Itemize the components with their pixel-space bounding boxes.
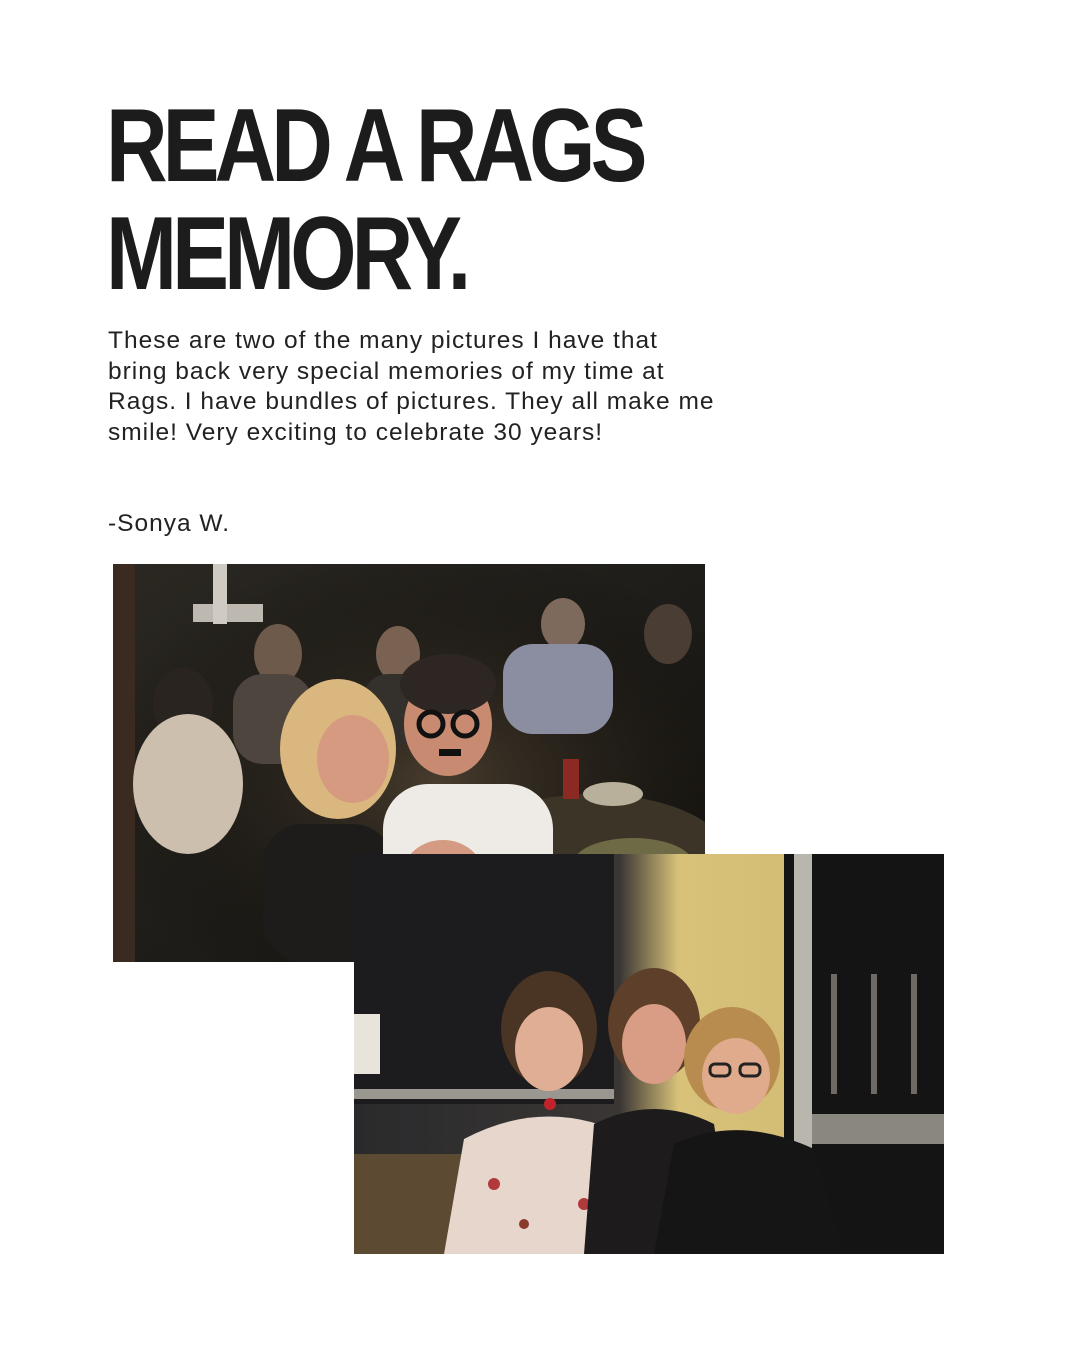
headline-line-1: READ A RAGS xyxy=(106,88,643,204)
headline-line-2: MEMORY. xyxy=(106,196,467,312)
three-friends-illustration xyxy=(354,854,944,1254)
memory-signature: -Sonya W. xyxy=(108,510,231,537)
three-friends-photo xyxy=(354,854,944,1254)
memory-text: These are two of the many pictures I have that bring back very special memories of my time at Rags. I have bundles of pictures. They all make me smile! Very exciting to celebrate 30 years! xyxy=(108,327,715,446)
headline xyxy=(106,88,680,312)
